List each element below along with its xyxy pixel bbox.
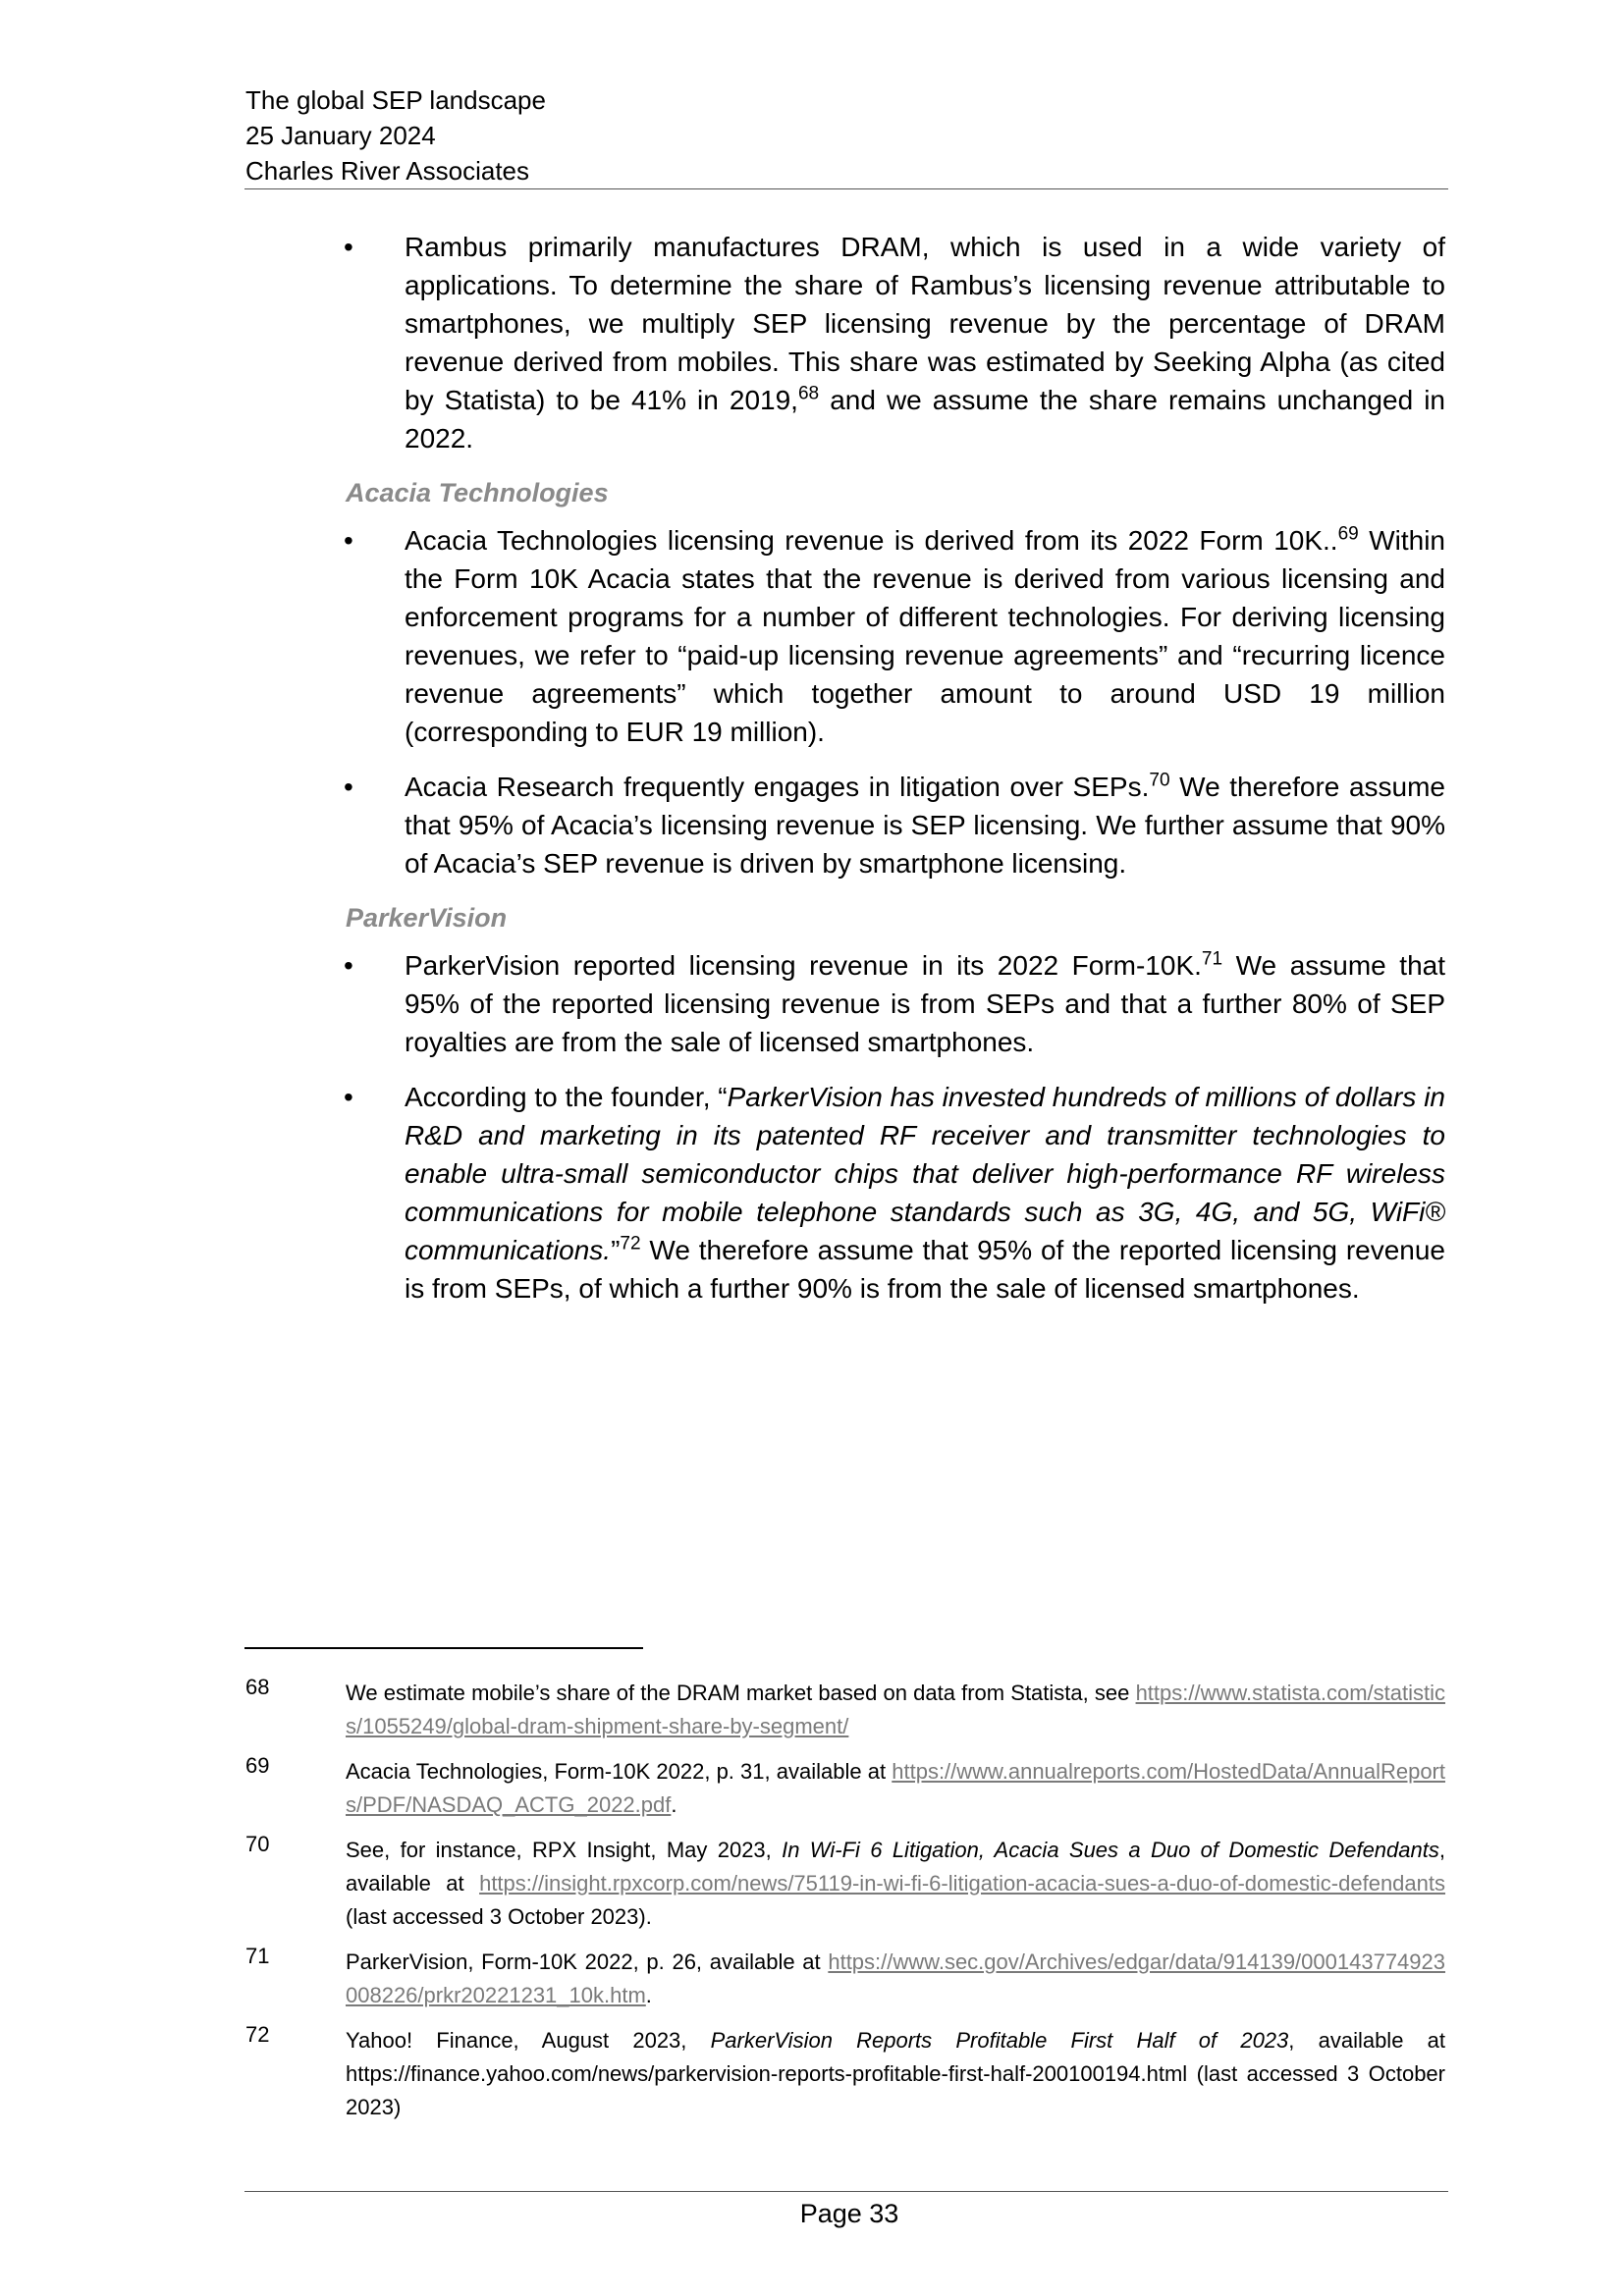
footnote-divider	[244, 1647, 643, 1649]
footnote-link[interactable]: https://www.sec.gov/Archives/edgar/data/914139/000143774923008226/prkr20221231_10k.htm	[346, 1949, 1445, 2007]
footnote-number: 71	[245, 1944, 270, 1968]
footnote-number: 70	[245, 1832, 270, 1856]
footnote-71: 71 ParkerVision, Form-10K 2022, p. 26, available at https://www.sec.gov/Archives/edgar/data/914139/000143774923008226/prkr20221231_10k.htm.	[245, 1946, 1445, 2012]
footnote-ref-71[interactable]: 71	[1201, 948, 1223, 970]
footnote-70: 70 See, for instance, RPX Insight, May 2023, In Wi-Fi 6 Litigation, Acacia Sues a Duo of Domestic Defendants, available at https://insight.rpxcorp.com/news/75119-in-wi-fi-6-litigation-acacia-sues-a-duo-of-domestic-defendants (last accessed 3 October 2023).	[245, 1834, 1445, 1934]
header-date: 25 January 2024	[245, 121, 436, 150]
footnote-ref-72[interactable]: 72	[620, 1233, 641, 1255]
bullet-parkervision-revenue: • ParkerVision reported licensing revenue in its 2022 Form-10K.$^{71}$ We assume that 95% of the reported licensing revenue is from SEPs and that a further 80% of SEP royalties are from the sale of licensed smartphones.	[245, 946, 1445, 1061]
bullet-acacia-revenue: • Acacia Technologies licensing revenue is derived from its 2022 Form 10K..$^{69}$ Within the Form 10K Acacia states that the revenue is derived from various licensing and enforcement programs for a number of different technologies. For deriving licensing revenues, we refer to “paid-up licensing revenue agreements” and “recurring licence revenue agreements” which together amount to around USD 19 million (corresponding to EUR 19 million).	[245, 521, 1445, 751]
footnote-link[interactable]: https://www.annualreports.com/HostedData/AnnualReports/PDF/NASDAQ_ACTG_2022.pdf	[346, 1759, 1445, 1817]
footnote-72: 72 Yahoo! Finance, August 2023, ParkerVision Reports Profitable First Half of 2023, available at https://finance.yahoo.com/news/parkervision-reports-profitable-first-half-200100194.html (last accessed 3 October 2023)	[245, 2024, 1445, 2124]
footnote-ref-68[interactable]: 68	[797, 383, 820, 404]
section-heading-parkervision: ParkerVision	[346, 903, 508, 933]
bullet-rambus: • Rambus primarily manufactures DRAM, which is used in a wide variety of applications. To determine the share of Rambus’s licensing revenue attributable to smartphones, we multiply SEP licensing revenue by the percentage of DRAM revenue derived from mobiles. This share was estimated by Seeking Alpha (as cited by Statista) to be 41% in 2019,68 and we assume the share remains unchanged in 2022.	[245, 228, 1445, 457]
cited-article-title: In Wi-Fi 6 Litigation, Acacia Sues a Duo of Domestic Defendants	[782, 1838, 1439, 1862]
bullet-dot: •	[344, 232, 353, 262]
footnote-number: 68	[245, 1675, 270, 1699]
bullet-dot: •	[344, 950, 353, 981]
footnote-number: 69	[245, 1753, 270, 1778]
header-report-title: The global SEP landscape	[245, 85, 546, 115]
page-header	[245, 82, 546, 188]
header-divider	[244, 188, 1448, 189]
footnote-link[interactable]: https://insight.rpxcorp.com/news/75119-in-wi-fi-6-litigation-acacia-sues-a-duo-of-domestic-defendants	[479, 1871, 1445, 1896]
footnote-ref-69[interactable]: 69	[1337, 523, 1359, 545]
page-number: Page 33	[799, 2199, 899, 2228]
section-heading-acacia: Acacia Technologies	[346, 478, 609, 507]
main-content	[245, 228, 1445, 1324]
footnote-link[interactable]: https://www.statista.com/statistics/1055249/global-dram-shipment-share-by-segment/	[346, 1681, 1445, 1738]
bullet-dot: •	[344, 772, 353, 802]
bullet-dot: •	[344, 1082, 353, 1112]
header-organization: Charles River Associates	[245, 156, 529, 186]
footnotes	[245, 1677, 1445, 2136]
footnote-68: 68 We estimate mobile’s share of the DRAM market based on data from Statista, see https://www.statista.com/statistics/1055249/global-dram-shipment-share-by-segment/	[245, 1677, 1445, 1743]
footnote-ref-70[interactable]: 70	[1149, 770, 1170, 791]
footer-divider	[244, 2191, 1448, 2192]
bullet-acacia-litigation: • Acacia Research frequently engages in litigation over SEPs.$^{70}$ We therefore assume that 95% of Acacia’s licensing revenue is SEP licensing. We further assume that 90% of Acacia’s SEP revenue is driven by smartphone licensing.	[245, 768, 1445, 882]
bullet-parkervision-founder-quote: • According to the founder, “ParkerVision has invested hundreds of millions of dollars in R&D and marketing in its patented RF receiver and transmitter technologies to enable ultra-small semiconductor chips that deliver high-performance RF wireless communications for mobile telephone standards such as 3G, 4G, and 5G, WiFi® communications.”$^{72}$ We therefore assume that 95% of the reported licensing revenue is from SEPs, of which a further 90% is from the sale of licensed smartphones.	[245, 1078, 1445, 1308]
footnote-69: 69 Acacia Technologies, Form-10K 2022, p. 31, available at https://www.annualreports.com/HostedData/AnnualReports/PDF/NASDAQ_ACTG_2022.pdf.	[245, 1755, 1445, 1822]
cited-article-title: ParkerVision Reports Profitable First Half of 2023	[710, 2028, 1289, 2053]
footnote-number: 72	[245, 2022, 270, 2047]
founder-quote: ParkerVision has invested hundreds of millions of dollars in R&D and marketing in its patented RF receiver and transmitter technologies to enable ultra-small semiconductor chips that deliver high-performance RF wireless communications for mobile telephone standards such as 3G, 4G, and 5G, WiFi® communications.	[405, 1082, 1445, 1265]
bullet-dot: •	[344, 525, 353, 556]
